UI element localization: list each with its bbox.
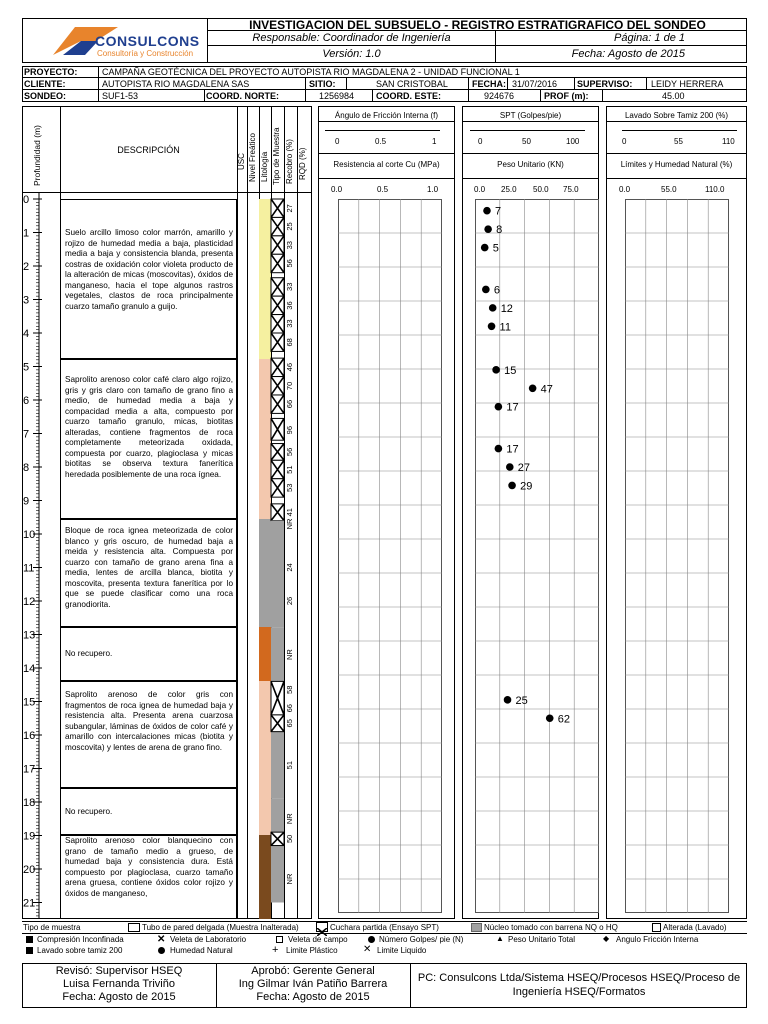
friccion-tick-2: 1 — [432, 137, 437, 146]
logo-tagline: Consultoría y Construcción — [97, 49, 194, 58]
limites-tick-0: 0.0 — [619, 185, 631, 194]
spt-label: 6 — [493, 284, 500, 297]
depth-label: 0 — [23, 194, 30, 206]
superviso-label: SUPERVISO: — [577, 79, 633, 89]
spt-label: 11 — [499, 321, 511, 334]
legend-liquido: Limite Liquido — [377, 946, 427, 955]
prof-label: PROF (m): — [544, 91, 589, 101]
legend-cuchara-icon — [316, 922, 328, 932]
depth-label: 12 — [23, 596, 36, 608]
recobro-value: 25 — [285, 222, 294, 231]
depth-label: 19 — [23, 830, 36, 843]
col-usc: USC — [237, 153, 246, 170]
cu-tick-2: 1.0 — [427, 185, 439, 194]
friccion-grid — [338, 199, 442, 914]
spt-point — [492, 366, 500, 374]
proyecto-label: PROYECTO: — [24, 67, 78, 77]
litho-no-recovery-2 — [259, 788, 271, 835]
friccion-tick-0: 0 — [335, 137, 340, 146]
legend-alterada: Alterada (Lavado) — [663, 923, 727, 932]
depth-label: 1 — [23, 227, 30, 240]
core-sample — [271, 521, 284, 628]
recobro-value: 65 — [285, 719, 294, 728]
depth-label: 6 — [23, 395, 30, 407]
layer-description-1: Suelo arcillo limoso color marrón, amarillo y rojizo de humedad media a baja, plasticidad media a baja y consistencia blanda, presenta costras de oxidación color violeta producto de la alteración de micas (moscovitas), óxidos de manganeso, hacia el tope algunos rastros vegetales, clastos de roca principalmente cuarzo tamaño granulo a guijo. — [65, 228, 233, 311]
norte-label: COORD. NORTE: — [206, 91, 279, 101]
norte-value: 1256984 — [319, 91, 355, 101]
reviso-line-2: Luisa Fernanda Triviño — [63, 978, 175, 990]
recobro-value: NR — [285, 649, 294, 661]
legend-angulo: Angulo Fricción Interna — [616, 935, 699, 944]
col-rqd: RQD (%) — [298, 147, 307, 180]
spt-label: 15 — [504, 364, 517, 377]
recobro-value: 41 — [285, 508, 294, 517]
legend-tipo: Tipo de muestra — [23, 923, 81, 932]
document-title: INVESTIGACION DEL SUBSUELO - REGISTRO ESTRATIGRAFICO DEL SONDEO — [208, 18, 747, 31]
litho-no-recovery — [259, 627, 271, 681]
proyecto-value: CAMPAÑA GEOTÉCNICA DEL PROYECTO AUTOPISTA RIO MAGDALENA 2 - UNIDAD FUNCIONAL 1 — [102, 67, 520, 77]
spt-point — [488, 323, 496, 331]
depth-label: 9 — [23, 495, 30, 508]
spt-label: 5 — [492, 242, 499, 255]
recobro-value: 96 — [285, 425, 294, 435]
peso-tick-3: 75.0 — [563, 185, 579, 194]
recobro-value: 51 — [285, 465, 294, 474]
spt-label: 17 — [506, 401, 519, 414]
spt-point — [506, 463, 514, 471]
litho-rock — [259, 519, 271, 627]
spt-point — [504, 696, 512, 704]
veleta-lab-icon: ✕ — [157, 934, 166, 945]
depth-label: 3 — [23, 294, 30, 307]
recobro-value: 66 — [285, 704, 294, 713]
peso-tick-1: 25.0 — [501, 185, 517, 194]
cu-title: Resistencia al corte Cu (MPa) — [333, 160, 440, 169]
core-sample — [271, 846, 284, 903]
layer-description-6: No recupero. — [65, 807, 113, 816]
peso-tick-0: 0.0 — [474, 185, 486, 194]
recobro-value: 33 — [285, 241, 294, 250]
cu-tick-0: 0.0 — [331, 185, 343, 194]
col-nivel: Nivel Freático — [248, 133, 257, 182]
core-sample — [271, 628, 284, 682]
spt-tick-2: 100 — [566, 137, 580, 146]
spt-point — [529, 384, 537, 392]
depth-label: 21 — [23, 897, 36, 910]
angulo-icon: ◆ — [603, 934, 610, 943]
recobro-value: 27 — [285, 204, 294, 213]
recobro-value: 50 — [285, 834, 294, 844]
legend-veleta-campo: Veleta de campo — [288, 935, 348, 944]
recobro-value: 56 — [285, 447, 294, 457]
recobro-value: NR — [285, 518, 294, 530]
layer-description-2: Saprolito arenoso color café claro algo rojizo, gris y gris claro con tamaño de grano fino a medio, de humedad media a baja y compacidad media a alta, compuesto por cuarzo tamaño granulo, micas, biotitas alteradas, contiene fragmentos de roca completamente meteorizada oxidada, compuesta por cuarzo, plagioclasa y micas biotitas se observa textura fanerítica heredada posiblemente de una roca ígnea. — [65, 375, 233, 479]
layer-description-4: No recupero. — [65, 649, 113, 658]
legend-alterada-swatch — [652, 923, 661, 932]
responsable: Responsable: Coordinador de Ingeniería — [208, 31, 496, 46]
depth-label: 14 — [23, 663, 36, 675]
legend-compresion: Compresión Inconfinada — [37, 935, 124, 944]
layer-description-7: Saprolito arenoso color blanquecino con grano de tamaño medio a grueso, de humedad baja y consistencia dura. Está compuesto por plagioclasa, cuarzo tamaño arena gruesa, contiene óxidos color rojizo y óxidos de manganeso, — [65, 836, 233, 898]
cu-tick-1: 0.5 — [377, 185, 389, 194]
legend-humedad: Humedad Natural — [170, 946, 233, 955]
depth-label: 16 — [23, 730, 36, 742]
core-sample — [271, 799, 284, 836]
fecha-doc: Fecha: Agosto de 2015 — [571, 48, 685, 60]
legend-numero-golpes: Número Golpes/ pie (N) — [379, 935, 464, 944]
spt-point — [482, 286, 490, 294]
legend-lavado: Lavado sobre tamiz 200 — [37, 946, 123, 955]
depth-label: 5 — [23, 361, 30, 374]
legend-cuchara: Cuchara partida (Ensayo SPT) — [330, 923, 439, 932]
depth-label: 4 — [23, 328, 30, 340]
fecha-value: 31/07/2016 — [512, 79, 558, 89]
col-profundidad: Profundidad (m) — [32, 125, 42, 186]
este-label: COORD. ESTE: — [376, 91, 442, 101]
depth-label: 8 — [23, 462, 30, 474]
spt-tick-0: 0 — [478, 137, 483, 146]
spt-label: 62 — [557, 713, 570, 726]
spt-point — [481, 244, 489, 252]
depth-label: 2 — [23, 261, 30, 273]
este-value: 924676 — [484, 91, 515, 101]
peso-tick-2: 50.0 — [533, 185, 549, 194]
limites-tick-1: 55.0 — [661, 185, 677, 194]
legend-peso-unitario: Peso Unitario Total — [508, 935, 575, 944]
recobro-value: 33 — [285, 282, 294, 291]
numero-golpes-icon — [368, 936, 375, 943]
legend-veleta-lab: Veleta de Laboratorio — [170, 935, 247, 944]
legend-nucleo: Núcleo tomado con barrena NQ o HQ — [484, 923, 618, 932]
spt-grid — [475, 199, 599, 914]
lithology-column — [259, 192, 297, 919]
litho-saprolite — [259, 359, 271, 519]
recobro-value: 46 — [285, 362, 294, 372]
sitio-value: SAN CRISTOBAL — [376, 79, 448, 89]
limites-tick-2: 110.0 — [705, 185, 725, 194]
aprobo-line-3: Fecha: Agosto de 2015 — [256, 991, 370, 1003]
recobro-value: 33 — [285, 319, 294, 328]
lavado-icon — [26, 947, 33, 954]
recobro-value: 68 — [285, 338, 294, 347]
spt-point — [484, 225, 492, 233]
liquido-icon: ✕ — [363, 944, 372, 955]
spt-point — [495, 445, 503, 453]
col-recobro: Recobro (%) — [285, 139, 294, 184]
sondeo-value: SUF1-53 — [102, 91, 139, 101]
spt-label: 12 — [500, 302, 513, 315]
spt-label: 27 — [517, 462, 531, 474]
aprobo-line-1: Aprobó: Gerente General — [251, 965, 375, 977]
peso-title: Peso Unitario (KN) — [497, 160, 564, 169]
spt-point — [483, 207, 491, 215]
plastico-icon: + — [272, 944, 279, 956]
legend-tubo: Tubo de pared delgada (Muestra Inalterada) — [142, 923, 299, 932]
lavado-grid — [625, 199, 729, 914]
reviso-line-3: Fecha: Agosto de 2015 — [62, 991, 176, 1003]
sitio-label: SITIO: — [309, 79, 336, 89]
footer-aprobo — [216, 965, 410, 1004]
recobro-value: 51 — [285, 760, 294, 770]
friccion-title: Ángulo de Fricción Interna (f) — [334, 111, 439, 120]
recobro-value: 53 — [285, 483, 294, 492]
depth-label: 15 — [23, 696, 36, 709]
recobro-value: 70 — [285, 381, 294, 391]
cliente-value: AUTOPISTA RIO MAGDALENA SAS — [102, 79, 250, 89]
spt-title: SPT (Golpes/pie) — [499, 111, 562, 120]
friccion-tick-1: 0.5 — [375, 137, 387, 146]
depth-label: 17 — [23, 763, 36, 776]
recobro-value: 26 — [285, 596, 294, 606]
prof-value: 45.00 — [662, 91, 685, 101]
veleta-campo-icon — [276, 936, 283, 943]
superviso-value: LEIDY HERRERA — [651, 79, 724, 89]
spt-point — [508, 482, 516, 490]
version: Versión: 1.0 — [208, 46, 496, 63]
legend-nucleo-swatch — [471, 923, 482, 932]
sondeo-label: SONDEO: — [24, 91, 67, 101]
logo — [23, 19, 208, 62]
recobro-value: 24 — [285, 563, 294, 572]
humedad-icon — [158, 947, 165, 954]
col-descripcion: DESCRIPCIÓN — [117, 145, 180, 155]
spt-label: 7 — [494, 205, 502, 218]
spt-point — [495, 403, 503, 411]
depth-label: 10 — [23, 529, 36, 541]
depth-label: 11 — [23, 562, 35, 575]
legend-plastico: Limite Plástico — [286, 946, 338, 955]
lavado-title: Lavado Sobre Tamiz 200 (%) — [624, 111, 729, 120]
col-litologia: Litología — [260, 151, 269, 182]
legend-tubo-swatch — [128, 923, 140, 932]
spt-point — [489, 304, 497, 312]
litho-saprolite-2 — [259, 681, 271, 788]
footer-reviso — [22, 965, 216, 1004]
depth-label: 18 — [23, 797, 36, 809]
logo-name: CONSULCONS — [95, 33, 200, 49]
litho-saprolite-3 — [259, 835, 271, 919]
spt-label: 25 — [515, 694, 528, 707]
cliente-label: CLIENTE: — [24, 79, 66, 89]
recobro-value: 56 — [285, 259, 294, 268]
limites-title: Límites y Humedad Natural (%) — [620, 160, 733, 169]
fecha-label: FECHA: — [472, 79, 506, 89]
spt-point — [546, 714, 554, 722]
recobro-value: 66 — [285, 399, 294, 409]
spt-label: 8 — [496, 224, 503, 237]
layer-description-3: Bloque de roca ignea meteorizada de color blanco y gris oscuro, de humedad baja a meida y resistencia alta. Compuesta por cuarzo con tamaño de grano arena fina a media, lentes de arcilla blanca, biotita y moscovita, presenta textura fanerítica por lo que se puede clasificar como una roca granodiorita. — [65, 526, 233, 609]
spt-label: 47 — [540, 383, 553, 396]
layer-description-5: Saprolito arenoso de color gris con fragmentos de roca ignea de humedad baja y resistencia alta. Presenta arena cuarzosa subangular, láminas de óxidos de color café y amarillo con intercalaciones micas (biotita y moscovita) y lentes de arena de grano fino. — [65, 690, 233, 752]
recobro-value: 36 — [285, 301, 294, 310]
pagina: Página: 1 de 1 — [496, 31, 747, 46]
spt-tick-1: 50 — [522, 137, 531, 146]
footer-pc: PC: Consulcons Ltda/Sistema HSEQ/Procesos HSEQ/Proceso de Ingeniería HSEQ/Formatos — [417, 972, 741, 998]
depth-label: 13 — [23, 629, 36, 642]
depth-ruler — [22, 192, 60, 919]
recobro-value: 58 — [285, 685, 294, 694]
spt-label: 29 — [520, 480, 533, 493]
peso-unitario-icon: ▲ — [496, 934, 504, 943]
reviso-line-1: Revisó: Supervisor HSEQ — [55, 965, 183, 977]
aprobo-line-2: Ing Gilmar Iván Patiño Barrera — [238, 978, 388, 990]
compresion-icon — [26, 936, 33, 943]
lavado-tick-1: 55 — [674, 137, 683, 146]
litho-soil — [259, 199, 271, 359]
depth-label: 7 — [23, 428, 30, 441]
col-tipo: Tipo de Muestra — [272, 127, 281, 185]
lavado-tick-0: 0 — [622, 137, 627, 146]
spt-label: 17 — [506, 443, 519, 456]
recobro-value: NR — [285, 873, 294, 885]
lavado-tick-2: 110 — [722, 137, 735, 146]
depth-label: 20 — [23, 864, 36, 876]
core-sample — [271, 732, 284, 799]
recobro-value: NR — [285, 813, 294, 825]
